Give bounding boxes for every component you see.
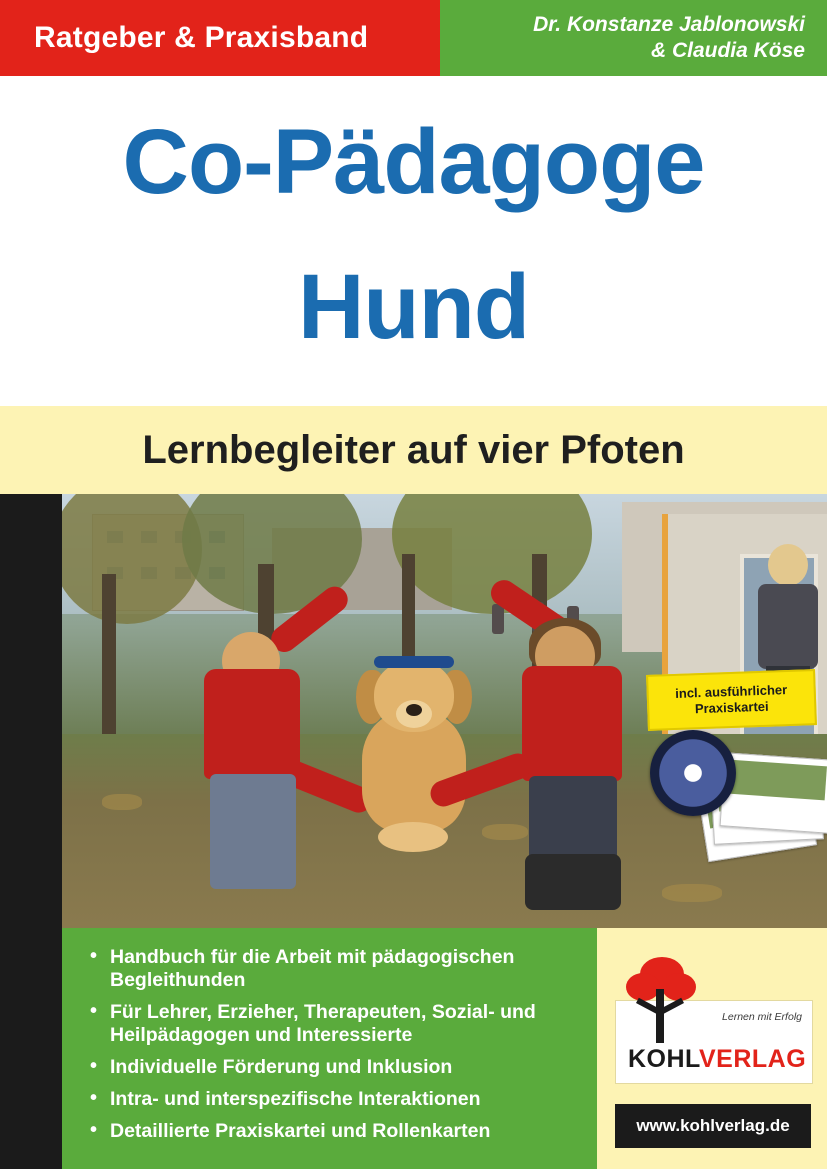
publisher-url-bar[interactable] (615, 1104, 811, 1148)
feature-list-band (62, 928, 597, 1169)
list-item: • Für Lehrer, Erzieher, Therapeuten, Sozial- und Heilpädagogen und Interessierte (88, 1001, 575, 1047)
book-title-line-2: Hund (297, 256, 530, 358)
series-label-block (0, 0, 440, 76)
feature-list (88, 946, 575, 1143)
photo-tree-trunk-1 (102, 574, 116, 754)
tree-logo-icon (624, 957, 698, 1049)
photo-child-left (182, 614, 332, 884)
book-subtitle: Lernbegleiter auf vier Pfoten (142, 427, 685, 472)
publisher-name-part-2: VERLAG (698, 1045, 807, 1073)
author-name-1: Dr. Konstanze Jablonowski (533, 12, 805, 36)
cover-header (0, 0, 827, 76)
badge-line-2: Praxiskartei (694, 698, 769, 717)
photo-leaves (662, 884, 722, 902)
cover-photo (62, 494, 827, 928)
publisher-claim: Lernen mit Erfolg (722, 1011, 802, 1023)
photo-dog (334, 634, 494, 864)
publisher-name-part-1: KOHL (628, 1045, 699, 1073)
inclusion-badge (646, 669, 817, 731)
subtitle-band (0, 406, 827, 494)
list-item: • Detaillierte Praxiskartei und Rollenkarten (88, 1120, 575, 1143)
author-name-2: & Claudia Köse (650, 39, 805, 62)
list-item: • Intra- und interspezifische Interaktionen (88, 1088, 575, 1111)
title-area (0, 76, 827, 406)
cd-disc-icon (650, 730, 736, 816)
authors-block (440, 0, 827, 76)
publisher-url[interactable]: www.kohlverlag.de (636, 1116, 790, 1135)
publisher-band (597, 928, 827, 1169)
badge-line-1: incl. ausführlicher (674, 681, 788, 701)
photo-leaves (102, 794, 142, 810)
publisher-name (628, 1045, 806, 1074)
list-item: • Individuelle Förderung und Inklusion (88, 1056, 575, 1079)
series-label: Ratgeber & Praxisband (34, 21, 369, 54)
list-item: • Handbuch für die Arbeit mit pädagogischen Begleithunden (88, 946, 575, 992)
spine-bar (0, 494, 62, 1169)
book-title-line-1: Co-Pädagoge (122, 111, 705, 213)
publisher-logo (615, 1000, 813, 1084)
photo-child-right (477, 604, 647, 904)
